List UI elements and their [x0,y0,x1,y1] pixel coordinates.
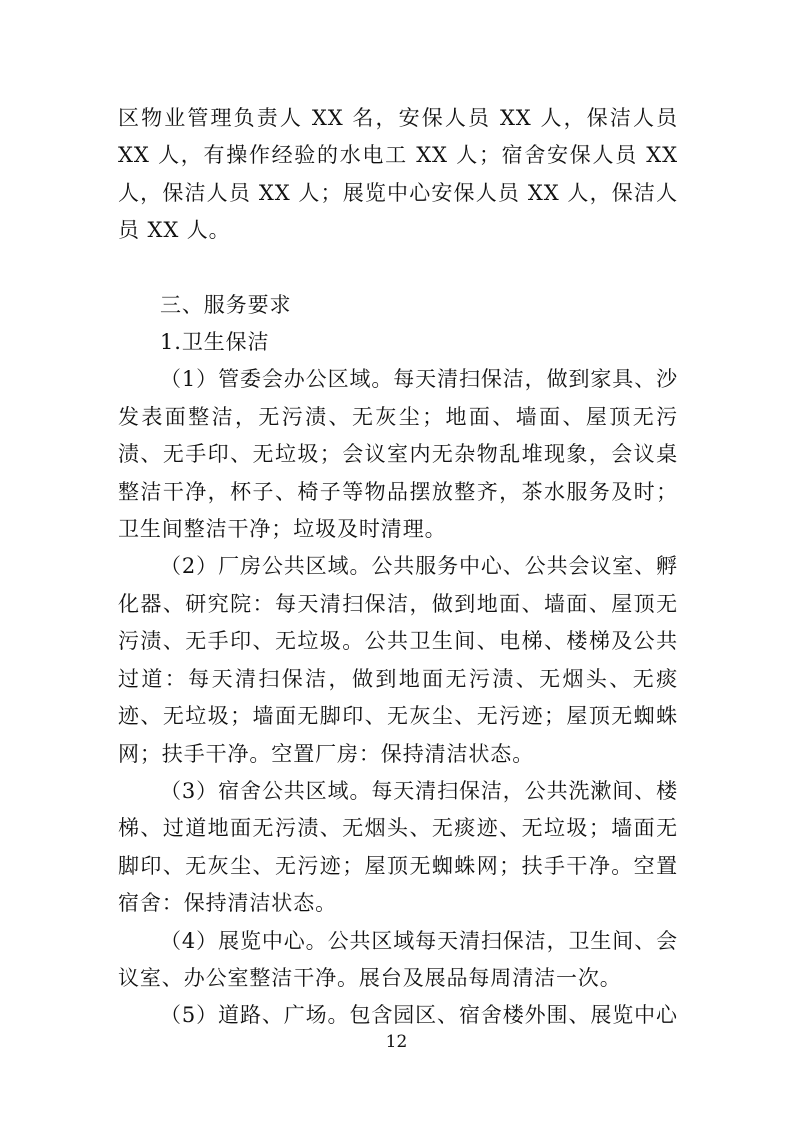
list-item-office-area: （1）管委会办公区域。每天清扫保洁，做到家具、沙发表面整洁，无污渍、无灰尘；地面、墙面、屋顶无污渍、无手印、无垃圾；会议室内无杂物乱堆现象，会议桌整洁干净，杯子、椅子等物品摆放整齐，茶水服务及时；卫生间整洁干净；垃圾及时清理。 [118,367,678,542]
list-item-factory-area: （2）厂房公共区域。公共服务中心、公共会议室、孵化器、研究院：每天清扫保洁，做到地面、墙面、屋顶无污渍、无手印、无垃圾。公共卫生间、电梯、楼梯及公共过道：每天清扫保洁，做到地面无污渍、无烟头、无痰迹、无垃圾；墙面无脚印、无灰尘、无污迹；屋顶无蜘蛛网；扶手干净。空置厂房：保持清洁状态。 [118,554,678,766]
section-heading: 三、服务要求 [160,292,292,317]
paragraph-gap [118,250,678,287]
subsection-heading: 1.卫生保洁 [160,330,270,355]
list-item-roads-squares: （5）道路、广场。包含园区、宿舍楼外围、展览中心 [160,1003,678,1028]
page-number: 12 [385,1032,408,1052]
staffing-paragraph: 区物业管理负责人 XX 名，安保人员 XX 人，保洁人员 XX 人，有操作经验的水电工 XX 人；宿舍安保人员 XX 人，保洁人员 XX 人；展览中心安保人员 XX 人，保洁人员 XX 人。 [118,106,678,243]
body-text [118,100,678,1035]
list-item-exhibition-center: （4）展览中心。公共区域每天清扫保洁，卫生间、会议室、办公室整洁干净。展台及展品每周清洁一次。 [118,928,678,990]
list-item-dormitory-area: （3）宿舍公共区域。每天清扫保洁，公共洗漱间、楼梯、过道地面无污渍、无烟头、无痰迹、无垃圾；墙面无脚印、无灰尘、无污迹；屋顶无蜘蛛网；扶手干净。空置宿舍：保持清洁状态。 [118,778,678,916]
